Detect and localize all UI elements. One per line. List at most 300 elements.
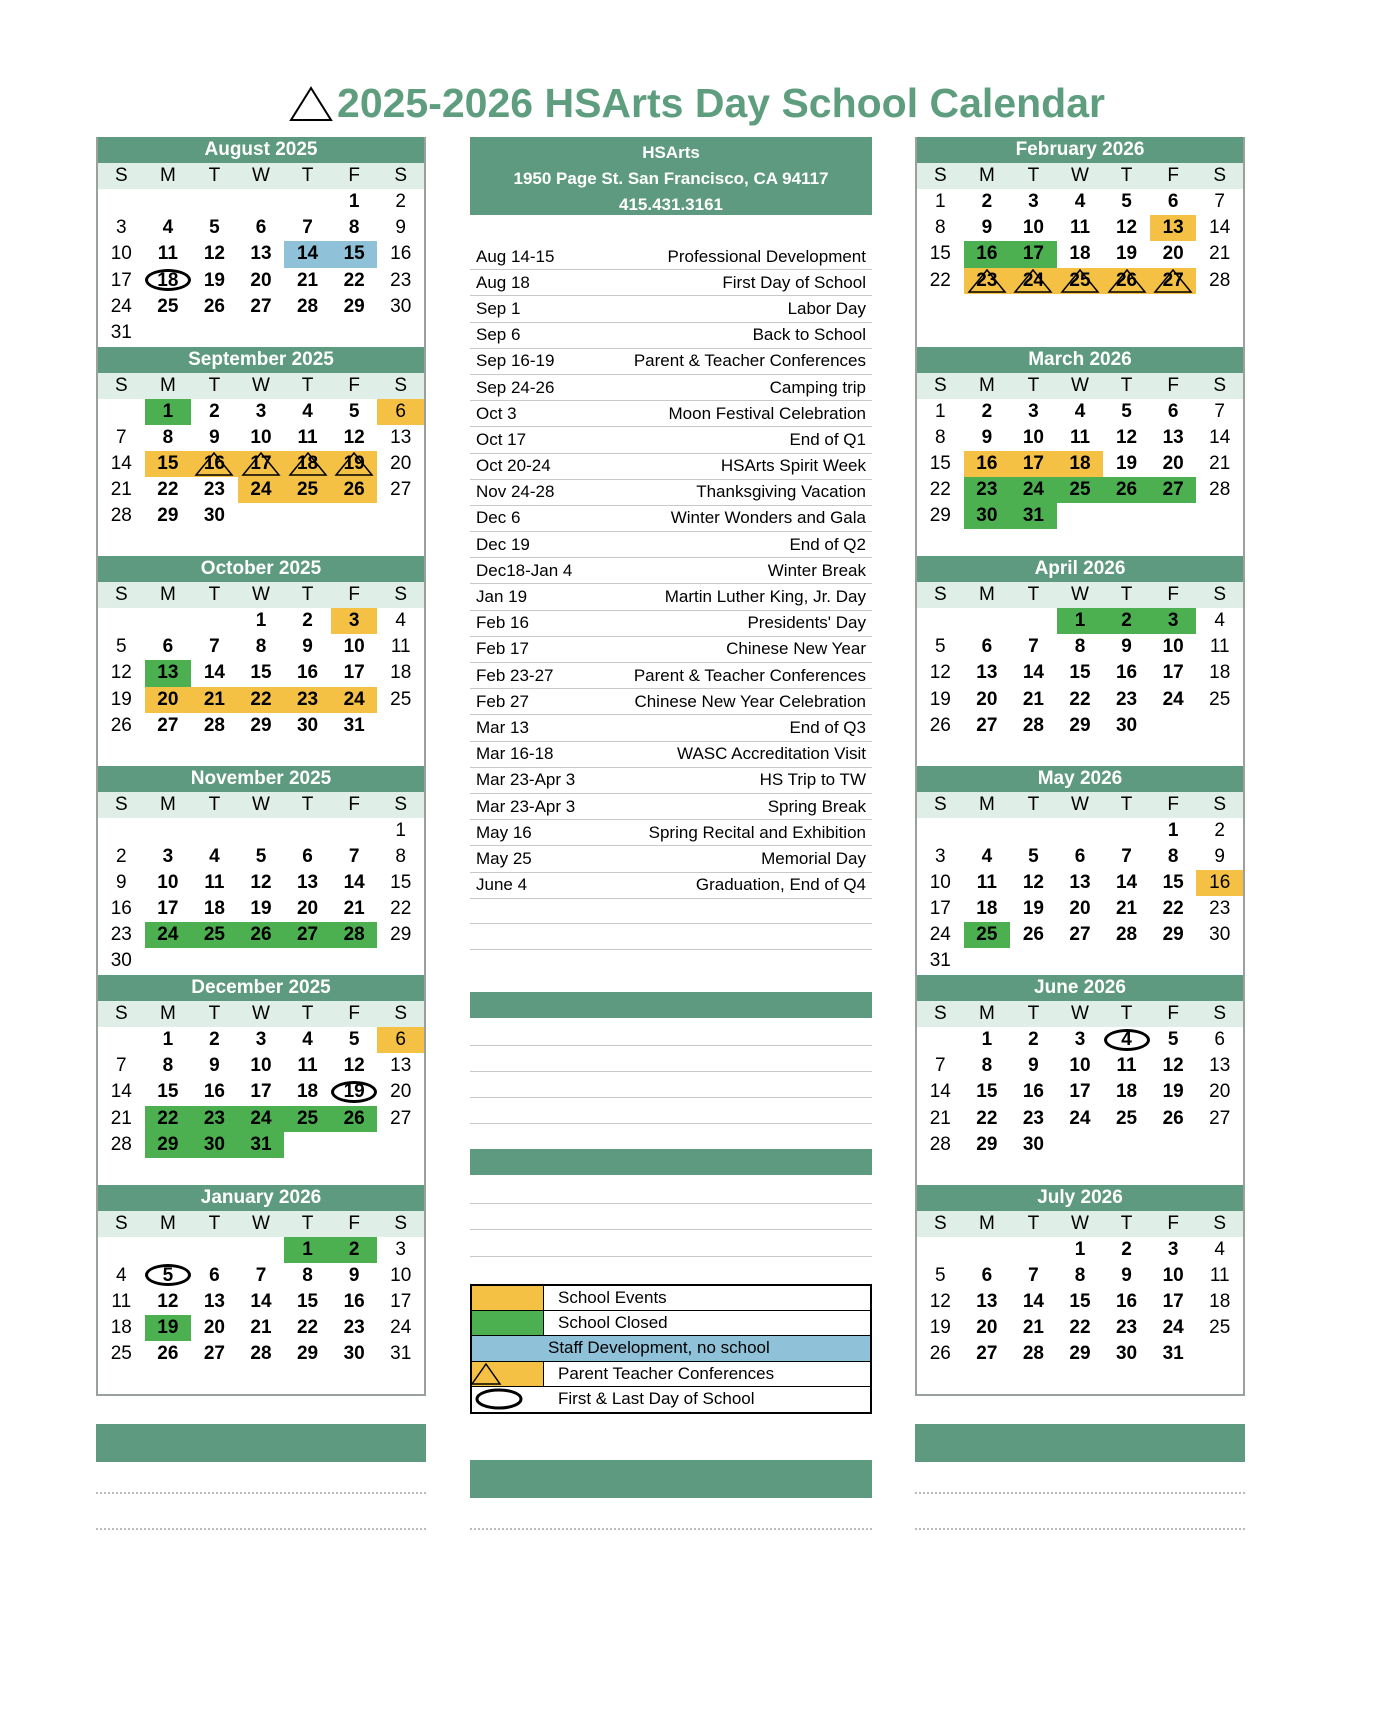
day-cell — [1150, 896, 1197, 922]
events-list — [470, 244, 872, 899]
empty-rule — [470, 949, 872, 950]
day-cell — [191, 634, 238, 660]
school-phone: 415.431.3161 — [619, 195, 723, 214]
week-row — [98, 425, 424, 451]
day-cell — [964, 189, 1011, 215]
day-number: 27 — [1069, 924, 1091, 946]
event-name: Labor Day — [787, 298, 866, 318]
day-number: 3 — [255, 1029, 267, 1050]
day-number: 16 — [110, 898, 132, 920]
day-cell — [145, 896, 192, 922]
day-cell — [1103, 1263, 1150, 1289]
day-number: 15 — [929, 452, 951, 474]
day-number: 14 — [343, 871, 365, 893]
day-cell — [1103, 1315, 1150, 1341]
day-cell — [284, 477, 331, 503]
day-cell — [145, 1079, 192, 1105]
day-cell — [98, 1053, 145, 1079]
day-number: 16 — [976, 243, 998, 265]
day-number: 10 — [390, 1264, 412, 1286]
day-cell — [191, 503, 238, 529]
day-cell — [238, 1315, 285, 1341]
weekday-header — [917, 792, 1243, 818]
event-date: June 4 — [476, 875, 528, 895]
day-number: 21 — [1209, 452, 1231, 474]
day-cell — [145, 1315, 192, 1341]
day-number: 6 — [255, 217, 267, 239]
empty-day-cell — [1057, 948, 1104, 974]
day-number: 18 — [1069, 452, 1091, 474]
day-cell — [917, 215, 964, 241]
day-number: 13 — [390, 426, 412, 448]
day-number: 4 — [1121, 1029, 1132, 1050]
empty-rule — [470, 1097, 872, 1098]
legend-label-closed: School Closed — [558, 1313, 668, 1333]
empty-day-cell — [191, 818, 238, 844]
day-number: 28 — [343, 924, 365, 946]
day-cell — [145, 634, 192, 660]
weekday-label: M — [159, 584, 176, 605]
day-number: 7 — [348, 845, 360, 867]
day-cell — [964, 660, 1011, 686]
month-title: August 2025 — [98, 137, 424, 163]
week-row — [917, 713, 1243, 739]
day-cell — [284, 844, 331, 870]
day-cell — [238, 1341, 285, 1367]
day-cell — [1057, 189, 1104, 215]
day-cell — [98, 477, 145, 503]
event-row — [470, 584, 872, 610]
footer-bar-right — [915, 1424, 1245, 1462]
day-number: 6 — [981, 1264, 993, 1286]
day-cell — [1150, 1237, 1197, 1263]
day-number: 9 — [348, 1264, 360, 1286]
ptc-swatch — [472, 1362, 544, 1386]
day-number: 4 — [395, 610, 406, 631]
day-cell — [1010, 1079, 1057, 1105]
day-number: 21 — [1022, 688, 1044, 710]
empty-day-cell — [331, 1132, 378, 1158]
day-number: 13 — [976, 662, 998, 684]
day-cell — [917, 870, 964, 896]
day-number: 22 — [390, 898, 412, 920]
month-block — [915, 137, 1245, 347]
day-number: 24 — [250, 1107, 272, 1129]
day-cell — [238, 922, 285, 948]
day-cell — [98, 320, 145, 346]
weekday-label: T — [208, 793, 221, 815]
day-cell — [191, 844, 238, 870]
day-number: 6 — [1167, 400, 1179, 422]
day-cell — [377, 399, 424, 425]
week-row — [917, 608, 1243, 634]
day-cell — [1150, 687, 1197, 713]
day-number: 6 — [1074, 845, 1086, 867]
day-cell — [238, 713, 285, 739]
day-cell — [917, 687, 964, 713]
weekday-header — [917, 1211, 1243, 1237]
empty-day-cell — [1057, 818, 1104, 844]
day-cell — [1196, 896, 1243, 922]
day-cell — [238, 399, 285, 425]
day-number: 13 — [296, 871, 319, 893]
day-cell — [284, 1289, 331, 1315]
week-row — [917, 425, 1243, 451]
day-number: 19 — [203, 269, 225, 291]
day-number: 21 — [296, 269, 319, 291]
week-row — [917, 1341, 1243, 1367]
event-date: Aug 14-15 — [476, 246, 555, 266]
day-number: 22 — [343, 269, 365, 291]
event-name: End of Q2 — [789, 534, 866, 554]
day-number: 31 — [343, 714, 365, 736]
empty-day-cell — [98, 608, 145, 634]
day-cell — [284, 451, 331, 477]
empty-day-cell — [284, 503, 331, 529]
day-cell — [145, 241, 192, 267]
day-cell — [191, 477, 238, 503]
day-number: 22 — [296, 1317, 319, 1339]
event-row — [470, 768, 872, 794]
day-number: 1 — [981, 1029, 993, 1050]
day-cell — [1196, 189, 1243, 215]
day-cell — [1010, 1132, 1057, 1158]
day-number: 24 — [250, 479, 272, 501]
day-number: 20 — [296, 898, 319, 920]
day-number: 10 — [250, 426, 272, 448]
day-number: 26 — [203, 295, 225, 317]
day-number: 2 — [209, 400, 220, 422]
empty-day-cell — [1057, 503, 1104, 529]
day-number: 25 — [1069, 479, 1091, 501]
weekday-label: T — [1027, 793, 1040, 815]
day-cell — [1103, 399, 1150, 425]
day-number: 23 — [343, 1317, 365, 1339]
empty-day-cell — [1103, 948, 1150, 974]
day-cell — [1010, 1027, 1057, 1053]
empty-day-cell — [331, 320, 378, 346]
day-cell — [238, 660, 285, 686]
day-number: 10 — [110, 243, 132, 265]
day-cell — [377, 215, 424, 241]
day-cell — [191, 870, 238, 896]
day-cell — [1057, 896, 1104, 922]
day-cell — [238, 294, 285, 320]
legend-row-closed — [472, 1311, 870, 1336]
day-number: 4 — [302, 1029, 313, 1050]
day-number: 21 — [1022, 1317, 1044, 1339]
day-number: 28 — [929, 1133, 951, 1155]
month-title: July 2026 — [917, 1185, 1243, 1211]
day-cell — [1103, 844, 1150, 870]
day-number: 20 — [203, 1317, 225, 1339]
day-number: 3 — [348, 610, 360, 631]
day-number: 18 — [390, 662, 412, 684]
event-date: Feb 16 — [476, 613, 529, 633]
day-number: 17 — [1022, 452, 1044, 474]
empty-day-cell — [1150, 948, 1197, 974]
weekday-label: W — [252, 793, 270, 815]
day-cell — [964, 896, 1011, 922]
day-number: 5 — [348, 400, 360, 422]
day-cell — [191, 215, 238, 241]
day-number: 30 — [203, 505, 225, 527]
day-cell — [1103, 215, 1150, 241]
week-row — [98, 818, 424, 844]
event-date: Sep 1 — [476, 298, 521, 318]
day-cell — [1103, 1289, 1150, 1315]
empty-rule — [470, 1203, 872, 1204]
weekday-label: T — [1027, 1003, 1040, 1024]
day-cell — [238, 1289, 285, 1315]
day-number: 8 — [934, 217, 946, 239]
day-number: 19 — [929, 1317, 951, 1339]
event-row — [470, 637, 872, 663]
weekday-label: T — [1027, 584, 1040, 605]
event-row — [470, 401, 872, 427]
weekday-label: F — [348, 165, 360, 186]
day-number: 11 — [1116, 1055, 1137, 1077]
day-number: 30 — [1022, 1133, 1044, 1155]
day-cell — [331, 870, 378, 896]
day-cell — [377, 268, 424, 294]
day-cell — [98, 870, 145, 896]
weekday-label: M — [159, 1212, 176, 1234]
day-cell — [284, 268, 331, 294]
day-cell — [145, 687, 192, 713]
empty-day-cell — [191, 1237, 238, 1263]
day-number: 30 — [976, 505, 998, 527]
day-number: 4 — [1074, 191, 1086, 212]
triangle-icon — [472, 1362, 542, 1386]
day-number: 7 — [1214, 400, 1225, 422]
day-cell — [1010, 189, 1057, 215]
day-cell — [331, 922, 378, 948]
weekday-label: M — [978, 793, 995, 815]
day-cell — [1150, 1289, 1197, 1315]
event-date: Sep 24-26 — [476, 377, 555, 397]
day-number: 20 — [157, 688, 179, 710]
weekday-label: T — [1120, 1003, 1133, 1024]
day-number: 3 — [115, 217, 127, 239]
day-number: 26 — [157, 1343, 179, 1365]
empty-day-cell — [145, 1237, 192, 1263]
day-cell — [1103, 1027, 1150, 1053]
day-cell — [145, 268, 192, 294]
day-number: 7 — [209, 636, 220, 658]
weekday-label: T — [208, 1003, 221, 1024]
day-cell — [1150, 241, 1197, 267]
day-cell — [145, 215, 192, 241]
week-row — [98, 1027, 424, 1053]
day-number: 8 — [1074, 636, 1086, 658]
day-number: 9 — [395, 217, 406, 239]
weekday-label: W — [252, 165, 270, 186]
day-number: 21 — [929, 1107, 951, 1129]
day-number: 19 — [1115, 243, 1138, 265]
empty-day-cell — [1010, 1237, 1057, 1263]
dotted-rule — [96, 1528, 426, 1530]
weekday-label: T — [208, 584, 221, 605]
day-cell — [377, 1237, 424, 1263]
day-number: 5 — [255, 845, 267, 867]
weekday-label: T — [301, 1212, 314, 1234]
day-number: 14 — [110, 1081, 132, 1103]
weekday-label: W — [1071, 793, 1089, 815]
triangle-icon — [289, 86, 333, 122]
event-name: Winter Break — [767, 560, 866, 580]
day-number: 18 — [157, 269, 179, 291]
weekday-label: S — [933, 374, 947, 396]
day-number: 1 — [934, 400, 946, 422]
day-number: 22 — [1162, 898, 1184, 920]
day-number: 1 — [255, 610, 267, 631]
day-number: 11 — [111, 1290, 132, 1312]
weekday-label: T — [1120, 1212, 1133, 1234]
day-number: 20 — [976, 688, 998, 710]
empty-rule — [470, 1045, 872, 1046]
day-cell — [1010, 1341, 1057, 1367]
day-number: 1 — [1167, 819, 1179, 841]
event-row — [470, 270, 872, 296]
day-number: 27 — [203, 1343, 225, 1365]
day-number: 12 — [1162, 1055, 1184, 1077]
day-cell — [191, 922, 238, 948]
day-cell — [98, 1315, 145, 1341]
event-row — [470, 349, 872, 375]
day-number: 13 — [1162, 217, 1184, 239]
day-number: 16 — [390, 243, 412, 265]
day-cell — [964, 687, 1011, 713]
event-name: Chinese New Year — [726, 639, 866, 659]
day-number: 26 — [1115, 479, 1138, 501]
weekday-label: F — [1167, 793, 1179, 815]
weekday-label: S — [394, 793, 408, 815]
day-cell — [145, 294, 192, 320]
day-number: 26 — [1022, 924, 1044, 946]
month-title: April 2026 — [917, 556, 1243, 582]
day-cell — [145, 713, 192, 739]
day-cell — [145, 1106, 192, 1132]
empty-day-cell — [98, 399, 145, 425]
day-cell — [964, 870, 1011, 896]
day-cell — [964, 634, 1011, 660]
day-number: 30 — [1115, 1343, 1138, 1365]
day-cell — [284, 870, 331, 896]
day-number: 16 — [343, 1290, 365, 1312]
day-cell — [145, 922, 192, 948]
weekday-label: M — [159, 165, 176, 186]
day-cell — [1196, 1053, 1243, 1079]
day-number: 1 — [348, 191, 360, 212]
day-number: 8 — [255, 636, 267, 658]
day-number: 9 — [1028, 1055, 1039, 1077]
day-number: 13 — [1209, 1055, 1231, 1077]
day-cell — [1057, 844, 1104, 870]
day-number: 1 — [1074, 610, 1086, 631]
day-number: 15 — [1069, 662, 1091, 684]
weekday-label: S — [1213, 1003, 1227, 1024]
week-row — [917, 1237, 1243, 1263]
day-cell — [145, 1289, 192, 1315]
event-name: Spring Recital and Exhibition — [648, 822, 866, 842]
event-name: Camping trip — [769, 377, 866, 397]
day-number: 28 — [1115, 924, 1138, 946]
month-title: February 2026 — [917, 137, 1243, 163]
weekday-label: F — [348, 1003, 360, 1024]
day-cell — [331, 215, 378, 241]
day-cell — [1150, 1341, 1197, 1367]
day-number: 30 — [390, 295, 412, 317]
day-number: 6 — [395, 400, 406, 422]
week-row — [98, 320, 424, 346]
event-row — [470, 375, 872, 401]
day-cell — [917, 1341, 964, 1367]
day-number: 12 — [343, 426, 365, 448]
day-cell — [1010, 1053, 1057, 1079]
day-cell — [1150, 634, 1197, 660]
day-cell — [238, 215, 285, 241]
day-number: 7 — [1121, 845, 1132, 867]
day-number: 2 — [115, 845, 127, 867]
week-row — [98, 399, 424, 425]
day-cell — [1103, 1341, 1150, 1367]
event-date: Oct 17 — [476, 429, 527, 449]
legend-label-staff: Staff Development, no school — [548, 1338, 770, 1358]
day-number: 31 — [929, 950, 951, 972]
empty-day-cell — [145, 948, 192, 974]
day-cell — [917, 1289, 964, 1315]
day-number: 19 — [1022, 898, 1044, 920]
day-number: 3 — [1167, 1238, 1179, 1260]
day-number: 24 — [929, 924, 951, 946]
weekday-label: F — [348, 374, 360, 396]
day-number: 12 — [929, 662, 951, 684]
day-number: 3 — [1074, 1029, 1086, 1050]
day-number: 27 — [250, 295, 272, 317]
day-cell — [238, 1263, 285, 1289]
week-row — [917, 870, 1243, 896]
day-number: 3 — [1167, 610, 1179, 631]
day-cell — [331, 634, 378, 660]
empty-day-cell — [284, 1132, 331, 1158]
day-cell — [1150, 215, 1197, 241]
month-title: January 2026 — [98, 1185, 424, 1211]
month-block — [96, 975, 426, 1185]
week-row — [98, 948, 424, 974]
day-number: 9 — [1121, 636, 1132, 658]
day-cell — [1010, 713, 1057, 739]
day-cell — [98, 1106, 145, 1132]
day-cell — [98, 948, 145, 974]
month-block — [915, 975, 1245, 1185]
day-number: 26 — [343, 479, 365, 501]
empty-day-cell — [238, 320, 285, 346]
day-cell — [331, 1053, 378, 1079]
weekday-label: S — [1213, 165, 1227, 186]
day-cell — [964, 1315, 1011, 1341]
day-cell — [331, 1315, 378, 1341]
day-number: 6 — [1214, 1029, 1225, 1050]
day-number: 14 — [1022, 1290, 1044, 1312]
day-cell — [1103, 922, 1150, 948]
weekday-header — [917, 163, 1243, 189]
day-number: 2 — [1028, 1029, 1039, 1050]
day-number: 14 — [296, 243, 319, 265]
day-number: 15 — [157, 452, 179, 474]
empty-day-cell — [284, 320, 331, 346]
weekday-label: M — [978, 1212, 995, 1234]
